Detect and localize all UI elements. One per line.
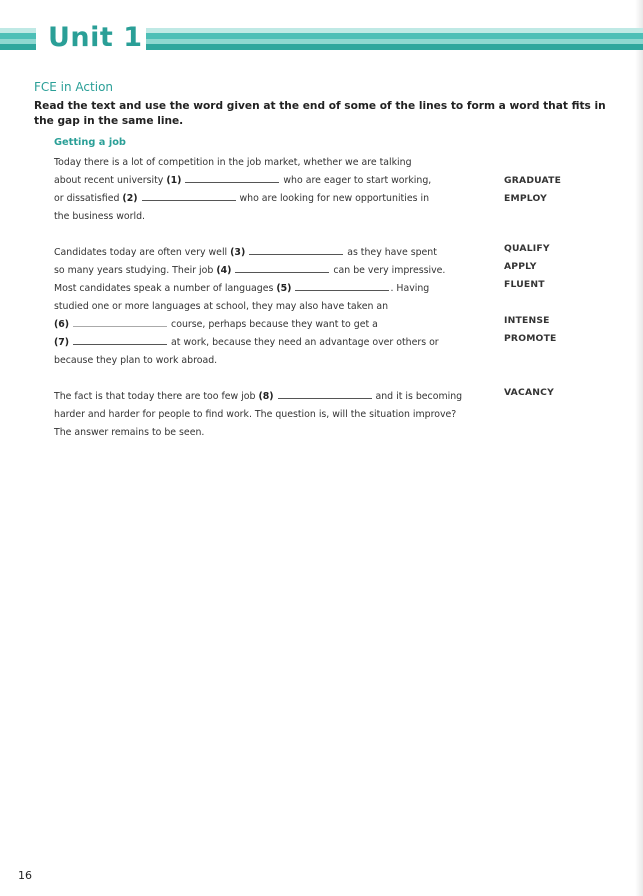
text-line [54, 352, 614, 370]
keyword-graduate: GRADUATE [504, 175, 562, 186]
line-text: or dissatisfied [54, 193, 123, 204]
line-text: The fact is that today there are too few job [54, 391, 259, 402]
keyword-apply: APPLY [504, 261, 537, 272]
keyword-vacancy: VACANCY [504, 387, 554, 398]
line-text: can be very impressive. [330, 265, 446, 276]
keyword-intense: INTENSE [504, 315, 550, 326]
gap-number: (8) [258, 391, 274, 402]
line-text: because they plan to work abroad. [54, 355, 218, 366]
text-line [54, 154, 614, 172]
line-text: who are eager to start working, [280, 175, 432, 186]
answer-gap-2[interactable] [142, 191, 236, 201]
line-text: who are looking for new opportunities in [236, 193, 430, 204]
page-number: 16 [18, 869, 32, 882]
line-text: Candidates today are often very well [54, 247, 231, 258]
line-text: Most candidates speak a number of languages [54, 283, 277, 294]
line-text: and it is becoming [372, 391, 463, 402]
line-text: at work, because they need an advantage over others or [168, 337, 439, 348]
gap-number: (3) [230, 247, 246, 258]
text-title: Getting a job [54, 137, 126, 148]
text-line [54, 424, 614, 442]
keyword-qualify: QUALIFY [504, 243, 550, 254]
text-line [54, 208, 614, 226]
line-text: Today there is a lot of competition in the job market, whether we are talking [54, 157, 412, 168]
keyword-employ: EMPLOY [504, 193, 548, 204]
answer-gap-1[interactable] [185, 173, 279, 183]
page-edge-shadow [635, 0, 643, 896]
line-text: . Having [390, 283, 430, 294]
keyword-fluent: FLUENT [504, 279, 545, 290]
answer-gap-5[interactable] [295, 281, 389, 291]
line-text: studied one or more languages at school, they may also have taken an [54, 301, 389, 312]
unit-title: Unit 1 [48, 22, 143, 53]
section-title: FCE in Action [34, 80, 114, 94]
line-text: as they have spent [344, 247, 437, 258]
line-text: the business world. [54, 211, 145, 222]
gap-number: (4) [216, 265, 232, 276]
line-text: harder and harder for people to find work. The question is, will the situation improve? [54, 409, 457, 420]
gap-number: (7) [54, 337, 70, 348]
header-band-right [146, 28, 643, 50]
instructions: Read the text and use the word given at the end of some of the lines to form a word that fits in the gap in the same line. [34, 100, 606, 127]
answer-gap-7[interactable] [73, 335, 167, 345]
line-text: course, perhaps because they want to get a [168, 319, 378, 330]
line-text: so many years studying. Their job [54, 265, 217, 276]
gap-number: (5) [276, 283, 292, 294]
answer-gap-4[interactable] [235, 263, 329, 273]
gap-number: (6) [54, 319, 70, 330]
keyword-promote: PROMOTE [504, 333, 557, 344]
gap-number: (1) [166, 175, 182, 186]
header-band-left [0, 28, 36, 50]
answer-gap-6[interactable] [73, 317, 167, 327]
line-text: about recent university [54, 175, 167, 186]
answer-gap-3[interactable] [249, 245, 343, 255]
gap-number: (2) [122, 193, 138, 204]
line-text: The answer remains to be seen. [54, 427, 205, 438]
answer-gap-8[interactable] [278, 389, 372, 399]
text-line [54, 406, 614, 424]
